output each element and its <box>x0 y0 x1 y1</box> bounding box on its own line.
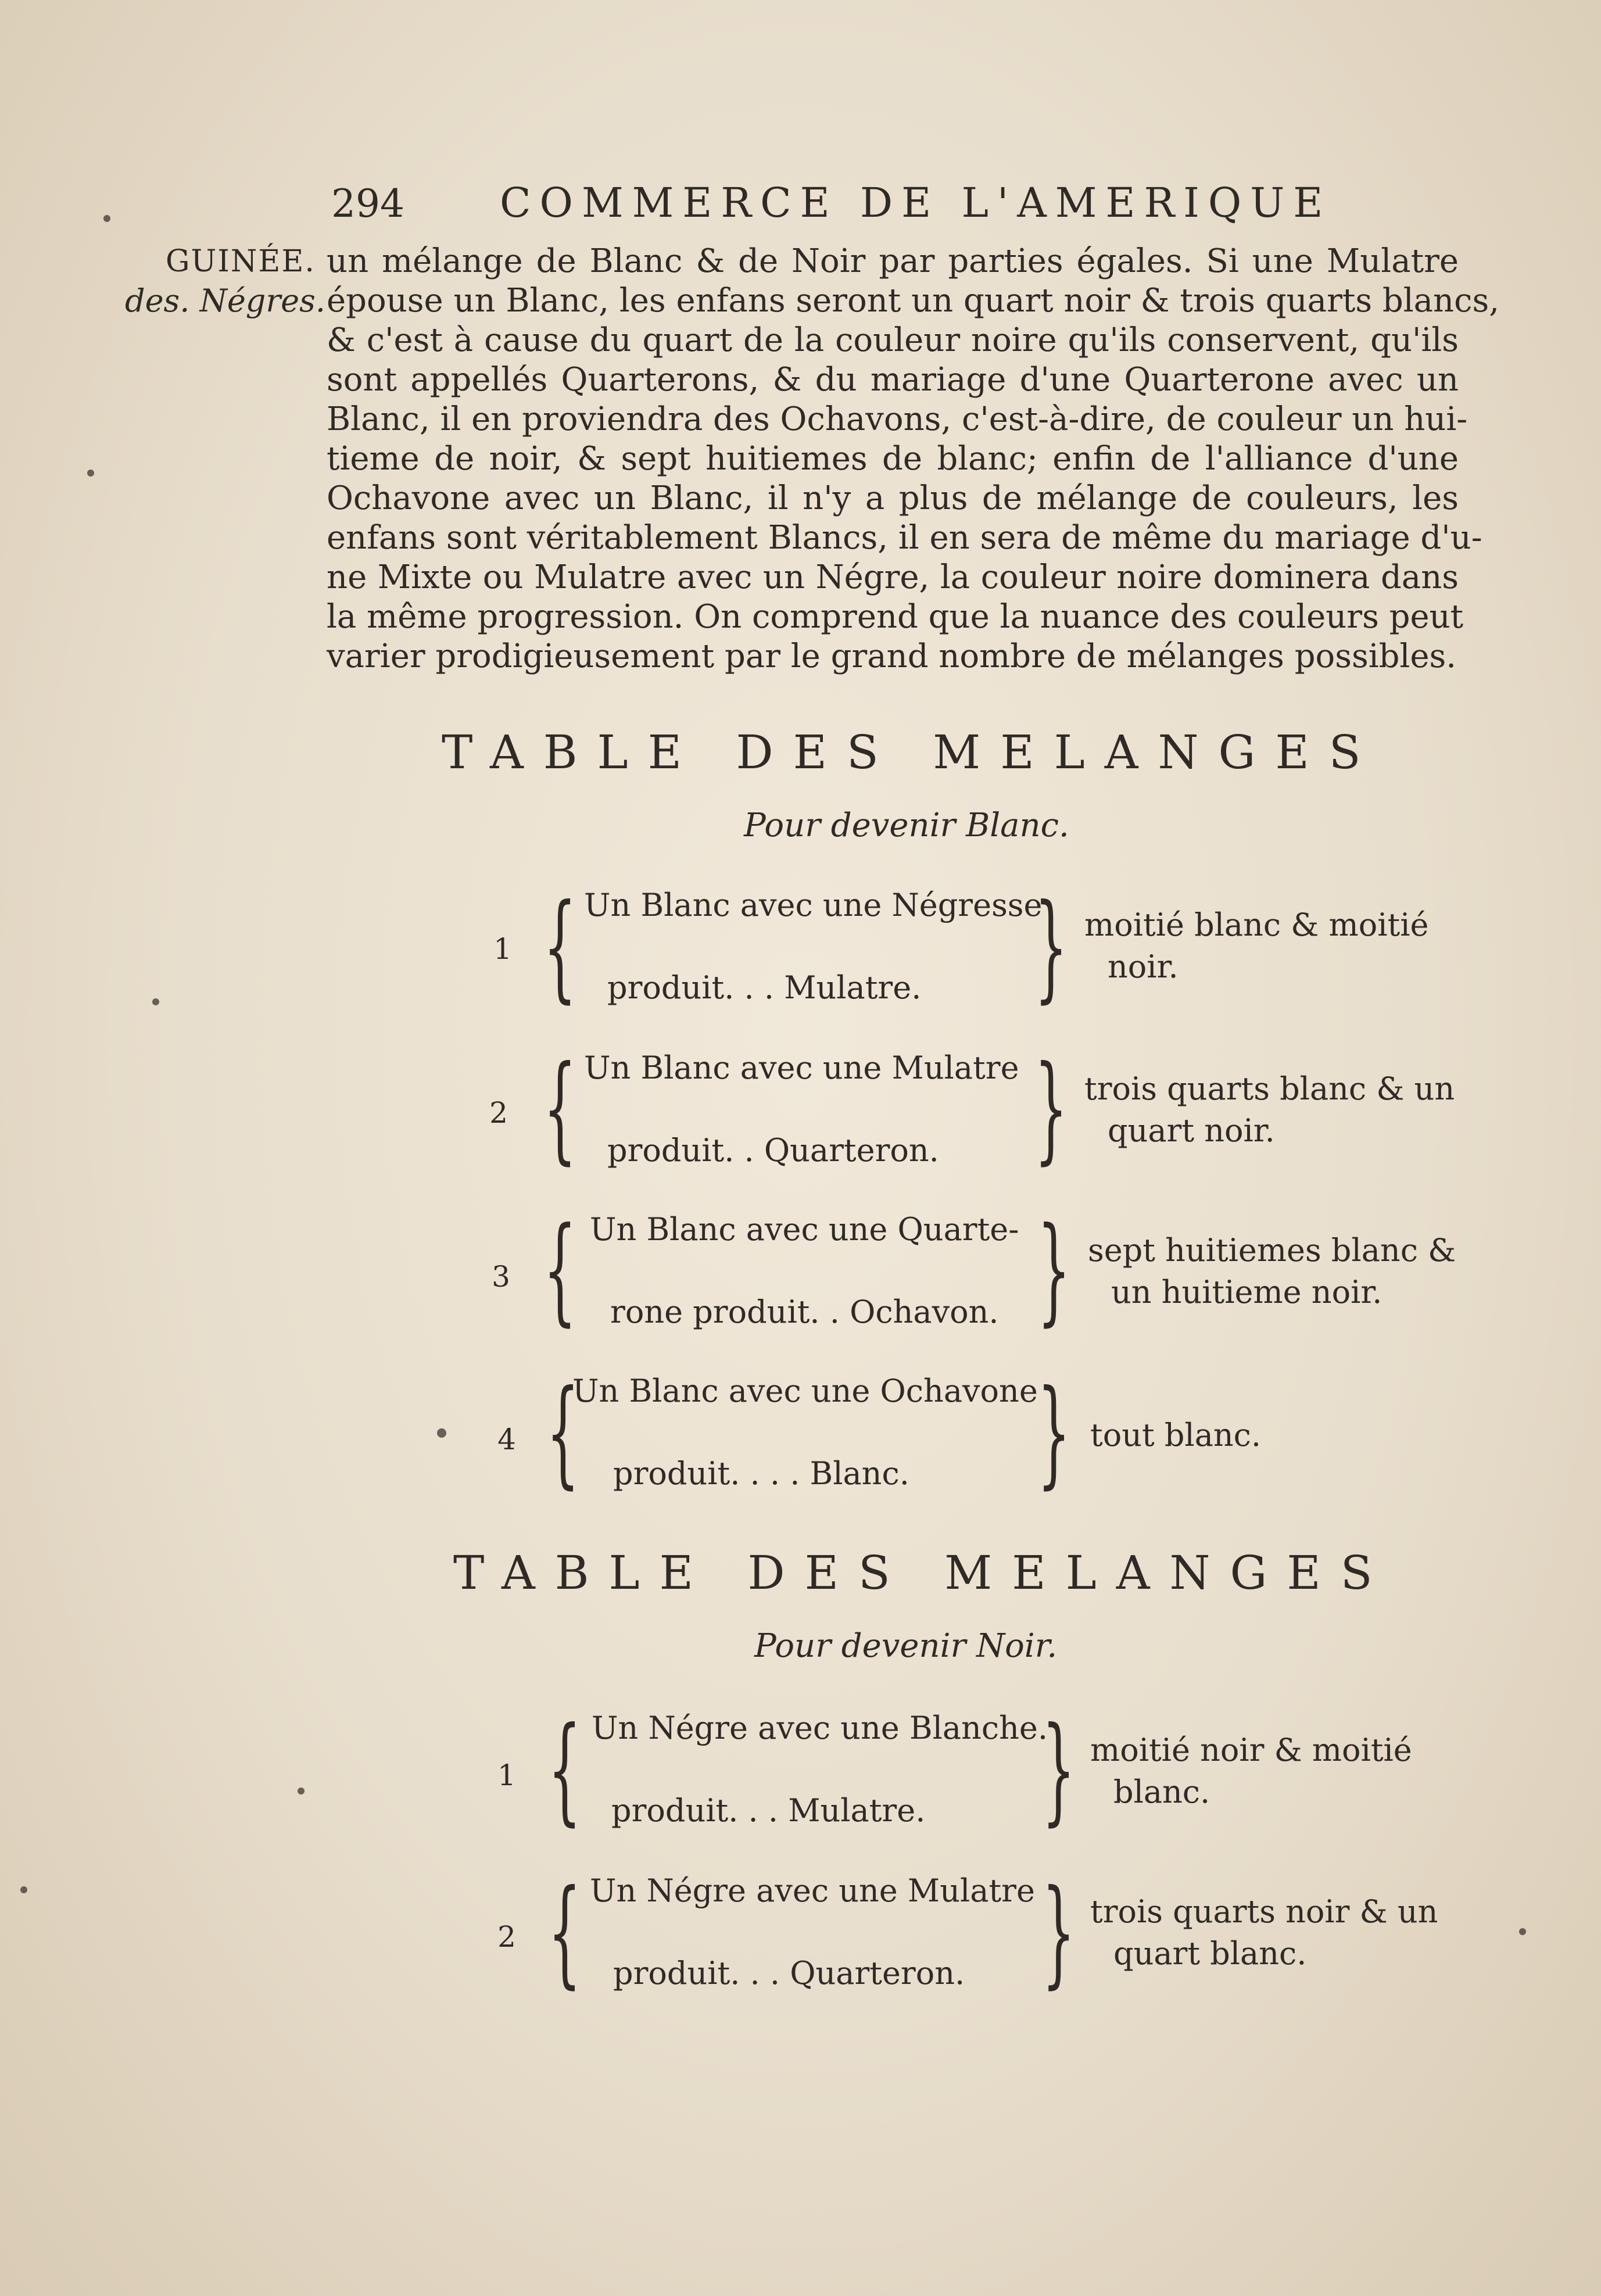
running-head: COMMERCE DE L'AMERIQUE <box>500 179 1332 227</box>
row-result: sept huitiemes blanc & un huitieme noir. <box>1088 1232 1456 1310</box>
right-brace: } <box>1041 1865 1076 2000</box>
table-subtitle-noir: Pour devenir Noir. <box>754 1627 1058 1665</box>
left-brace: { <box>546 1365 580 1500</box>
row-line-1: Un Blanc avec une Ochavone <box>572 1373 1038 1409</box>
row-line-2: produit. . . . Blanc. <box>613 1455 909 1492</box>
row-number: 4 <box>497 1423 516 1456</box>
row-line-1: Un Blanc avec une Mulatre <box>584 1050 1019 1086</box>
right-brace: } <box>1034 879 1068 1015</box>
row-number: 3 <box>492 1260 510 1294</box>
row-result: moitié blanc & moitié noir. <box>1084 907 1429 985</box>
row-result: trois quarts blanc & un quart noir. <box>1084 1070 1455 1149</box>
left-brace: { <box>543 1202 577 1338</box>
left-brace: { <box>543 879 577 1015</box>
row-result: moitié noir & moitié blanc. <box>1090 1732 1412 1810</box>
paper-speck <box>20 1886 27 1893</box>
row-line-2: produit. . . Mulatre. <box>607 969 922 1006</box>
row-number: 1 <box>497 1758 516 1792</box>
paper-speck <box>152 998 159 1005</box>
body-line: sont appellés Quarterons, & du mariage d'une Quarterone avec un <box>327 361 1459 399</box>
row-line-1: Un Blanc avec une Quarte- <box>590 1211 1019 1248</box>
body-line: enfans sont véritablement Blancs, il en sera de même du mariage d'u- <box>327 519 1482 557</box>
left-brace: { <box>543 1041 577 1176</box>
row-number: 2 <box>489 1096 508 1130</box>
paper-speck <box>437 1428 446 1438</box>
paper-speck <box>1519 1928 1526 1935</box>
body-line: varier prodigieusement par le grand nombre de mélanges possibles. <box>327 637 1457 675</box>
row-number: 1 <box>493 932 512 966</box>
body-line: tieme de noir, & sept huitiemes de blanc; enfin de l'alliance d'une <box>327 440 1459 478</box>
left-brace: { <box>547 1702 582 1837</box>
body-line: Blanc, il en proviendra des Ochavons, c'est-à-dire, de couleur un hui- <box>327 400 1468 438</box>
row-line-2: produit. . . Mulatre. <box>611 1792 926 1829</box>
paper-speck <box>298 1788 305 1794</box>
table-title-blanc: TABLE DES MELANGES <box>442 725 1381 779</box>
row-line-1: Un Blanc avec une Négresse <box>584 887 1043 923</box>
margin-note-negres: des. Négres. <box>125 282 325 319</box>
right-brace: } <box>1037 1202 1071 1338</box>
row-result: tout blanc. <box>1090 1417 1262 1453</box>
row-line-2: rone produit. . Ochavon. <box>610 1294 999 1330</box>
body-line: la même progression. On comprend que la nuance des couleurs peut <box>327 598 1464 636</box>
body-line: un mélange de Blanc & de Noir par parties égales. Si une Mulatre <box>327 242 1459 280</box>
body-line: ne Mixte ou Mulatre avec un Négre, la couleur noire dominera dans <box>327 558 1459 596</box>
right-brace: } <box>1037 1365 1071 1500</box>
row-line-2: produit. . . Quarteron. <box>613 1955 965 1991</box>
row-line-1: Un Négre avec une Mulatre <box>590 1872 1035 1909</box>
left-brace: { <box>547 1865 582 2000</box>
page-number: 294 <box>331 181 404 226</box>
paper-speck <box>87 470 94 477</box>
right-brace: } <box>1034 1041 1068 1176</box>
row-line-1: Un Négre avec une Blanche. <box>592 1710 1048 1746</box>
right-brace: } <box>1041 1702 1076 1837</box>
body-paragraph <box>327 242 1499 676</box>
table-subtitle-blanc: Pour devenir Blanc. <box>744 807 1069 844</box>
body-line: épouse un Blanc, les enfans seront un quart noir & trois quarts blancs, <box>327 282 1499 320</box>
row-number: 2 <box>497 1920 516 1954</box>
margin-note-guinee: GUINÉE. <box>166 244 316 279</box>
body-line: Ochavone avec un Blanc, il n'y a plus de mélange de couleurs, les <box>327 479 1459 517</box>
paper-speck <box>103 215 110 222</box>
row-line-2: produit. . Quarteron. <box>607 1132 939 1169</box>
table-title-noir: TABLE DES MELANGES <box>453 1546 1392 1600</box>
body-line: & c'est à cause du quart de la couleur noire qu'ils conservent, qu'ils <box>327 321 1459 359</box>
row-result: trois quarts noir & un quart blanc. <box>1090 1893 1438 1972</box>
